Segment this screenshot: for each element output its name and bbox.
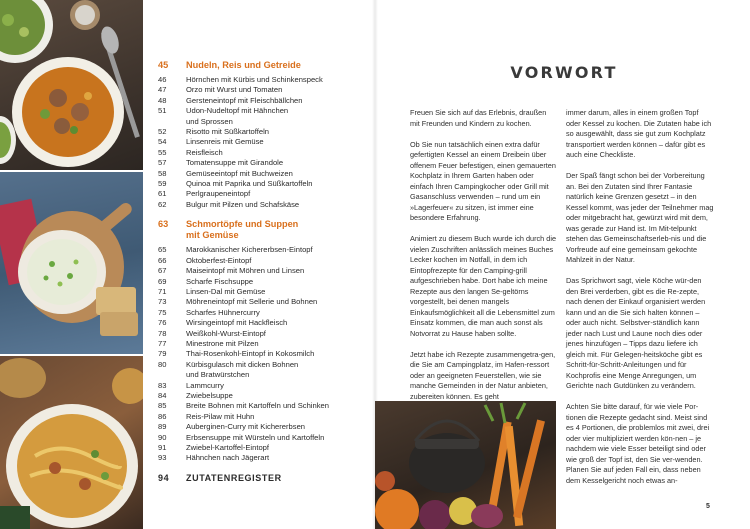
toc-entry-title: Kürbisgulasch mit dicken Bohnen bbox=[186, 359, 299, 369]
toc-entry bbox=[158, 360, 368, 370]
toc-entry-title: und Sprossen bbox=[186, 116, 233, 126]
toc-entry bbox=[158, 453, 368, 463]
toc-entry bbox=[158, 127, 368, 137]
toc-entry-number: 85 bbox=[158, 401, 167, 411]
page-title: VORWORT bbox=[510, 63, 618, 82]
page-number: 5 bbox=[706, 503, 710, 510]
toc-entry-number: 91 bbox=[158, 443, 167, 452]
toc-entry bbox=[158, 266, 368, 276]
body-paragraph: Der Spaß fängt schon bei der Vorbereitung an. Bei den Zutaten sind Ihrer Fantasie natürlich keine Grenzen gesetzt – in den Kessel kommt, was jeder der Teilnehmer mag oder mitgebracht hat, gewürzt wird mit dem, was gerade zur Hand ist. Im Mit-telpunkt stehen das Gemeinschaftserleb-nis und die Vorfreude auf eine gemeinsam gekochte Mahlzeit in der Natur. bbox=[566, 171, 714, 264]
toc-section-number: 63 bbox=[158, 219, 169, 230]
toc-entry-number: 83 bbox=[158, 380, 167, 390]
toc-entry-title: Reis-Pilaw mit Huhn bbox=[186, 411, 255, 421]
toc-entry bbox=[158, 158, 368, 168]
toc-entry-title: ZUTATENREGISTER bbox=[186, 472, 282, 483]
toc-entry-number: 80 bbox=[158, 359, 167, 369]
toc-entry-title: Erbsensuppe mit Würsteln und Kartoffeln bbox=[186, 432, 325, 442]
toc-entry bbox=[158, 329, 368, 339]
toc-entry bbox=[158, 412, 368, 422]
toc-entry-title: Udon-Nudeltopf mit Hähnchen bbox=[186, 106, 289, 116]
toc-entry-number: 46 bbox=[158, 75, 167, 84]
body-paragraph: Freuen Sie sich auf das Erlebnis, draußen mit Freunden und Kindern zu kochen. bbox=[410, 108, 547, 128]
photo-sauerkraut-stew bbox=[0, 356, 143, 529]
toc-entry-number: 84 bbox=[158, 390, 167, 400]
toc-entry-number bbox=[158, 117, 186, 127]
body-paragraph: Achten Sie bitte darauf, für wie viele Por-tionen die Rezepte gedacht sind. Meist sind es 4 Portionen, die problemlos mit zwei, drei oder vier multipliziert werden kön-nen – je nachdem wie viele Esser beteiligt sind oder wie groß der Topf ist, den Sie ver-wenden. Planen Sie auf jeden Fall ein, dass neben dem Kesselgericht noch etwas an- bbox=[566, 402, 710, 485]
toc-entry bbox=[158, 96, 368, 106]
toc-entry bbox=[158, 287, 368, 297]
toc-entry-title: Gemüseeintopf mit Buchweizen bbox=[186, 168, 293, 178]
toc-entry-number: 58 bbox=[158, 168, 167, 178]
toc-entry bbox=[158, 256, 368, 266]
toc-entry-title: Weißkohl-Wurst-Eintopf bbox=[186, 328, 266, 338]
toc-entry-title: Zwiebelsuppe bbox=[186, 390, 233, 400]
toc-entry-number: 86 bbox=[158, 411, 167, 421]
toc-entry-title: Perlgraupeneintopf bbox=[186, 189, 251, 199]
toc-entry-number: 94 bbox=[158, 472, 170, 483]
toc-section-heading bbox=[158, 60, 368, 71]
toc-entry-title: Reisfleisch bbox=[186, 147, 223, 157]
text-column-left bbox=[410, 108, 558, 413]
toc-entry bbox=[158, 443, 368, 453]
toc-entry-number: 61 bbox=[158, 189, 167, 199]
photo-green-soup-bowls bbox=[0, 0, 143, 170]
toc-entry-number: 73 bbox=[158, 297, 167, 307]
toc-section-schmortoepfe bbox=[158, 219, 368, 464]
text-column-right bbox=[566, 108, 714, 497]
toc-entry-title: Auberginen-Curry mit Kichererbsen bbox=[186, 422, 306, 432]
toc-entry bbox=[158, 318, 368, 328]
toc-entry-title: Breite Bohnen mit Kartoffeln und Schinken bbox=[186, 401, 329, 411]
toc-entry-number: 76 bbox=[158, 318, 167, 328]
toc-section-heading bbox=[158, 219, 368, 241]
toc-entry-title: Scharfe Fischsuppe bbox=[186, 276, 254, 286]
toc-entry-number: 78 bbox=[158, 328, 167, 338]
photo-vegetables-kettle bbox=[375, 401, 556, 529]
toc-entry bbox=[158, 117, 368, 127]
photo-strip bbox=[0, 0, 143, 529]
toc-entry-title: Hörnchen mit Kürbis und Schinkenspeck bbox=[186, 75, 323, 84]
toc-entry bbox=[158, 339, 368, 349]
toc-entry-number bbox=[158, 370, 186, 380]
toc-entry bbox=[158, 179, 368, 189]
toc-entry-number: 77 bbox=[158, 338, 167, 348]
toc-entry-title: Risotto mit Süßkartoffeln bbox=[186, 127, 270, 137]
body-paragraph: Animiert zu diesem Buch wurde ich durch die vielen Zuschriften anlässlich meines Buches Lecker kochen im Notfall, in dem ich Eintopfrezepte für den Camping-grill aufgeschrieben habe. Dort habe ich meine Rezepte aus den langen Se-geltörns vorgestellt, bei denen mangels Einkaufsmöglichkeit all die Lebensmittel zum Einsatz kommen, die man auch sonst als Notvorrat zu Hause haben sollte. bbox=[410, 234, 557, 338]
toc-entry bbox=[158, 189, 368, 199]
body-paragraph: Das Sprichwort sagt, viele Köche wür-den den Brei verderben, gibt es die Re-zepte, nach denen der Einkauf organisiert werden kann und an die Sie sich halten können – oder auch nicht. Selbstver-ständlich kann jeder nach Lust und Laune noch dies oder jenes hinzufügen – Tipps dazu liefere ich gleich mit. Für Gelegen-heitsköche gibt es Schritt-für-Schritt-Anleitungen und für Kochprofis eine Menge Anregungen, um Gerichte nach Gutdünken zu verändern. bbox=[566, 276, 706, 390]
toc-entry bbox=[158, 433, 368, 443]
toc-entry-number: 54 bbox=[158, 137, 167, 147]
toc-entry-number: 48 bbox=[158, 95, 167, 105]
toc-entry-title: Wirsingeintopf mit Hackfleisch bbox=[186, 318, 288, 328]
toc-entry-number: 75 bbox=[158, 307, 167, 317]
toc-entry bbox=[158, 85, 368, 95]
toc-entry-number: 90 bbox=[158, 432, 167, 442]
toc-entry bbox=[158, 169, 368, 179]
toc-entry-title: Möhreneintopf mit Sellerie und Bohnen bbox=[186, 297, 318, 307]
toc-entry-title: Thai-Rosenkohl-Eintopf in Kokosmilch bbox=[186, 349, 315, 359]
toc-section-nudeln bbox=[158, 60, 368, 210]
toc-entry bbox=[158, 308, 368, 318]
toc-entry-title: Hähnchen nach Jägerart bbox=[186, 453, 270, 463]
toc-entry-title: Bulgur mit Pilzen und Schafskäse bbox=[186, 199, 300, 209]
toc-entry bbox=[158, 148, 368, 158]
toc-entry-title: Linsen-Dal mit Gemüse bbox=[186, 286, 266, 296]
toc-entry-number: 57 bbox=[158, 158, 167, 168]
toc-entry-title: und Bratwürstchen bbox=[186, 370, 250, 380]
toc-list bbox=[158, 245, 368, 464]
toc-entry-title: Zwiebel-Kartoffel-Eintopf bbox=[186, 443, 270, 452]
toc-entry-number: 51 bbox=[158, 106, 167, 116]
toc-entry bbox=[158, 75, 368, 85]
toc-section-title-line: Schmortöpfe und Suppen bbox=[186, 219, 299, 230]
toc-entry-number: 67 bbox=[158, 266, 167, 276]
toc-section-title bbox=[186, 219, 298, 241]
toc-entry bbox=[158, 349, 368, 359]
toc-entry bbox=[158, 401, 368, 411]
toc-entry bbox=[158, 370, 368, 380]
toc-entry-number: 71 bbox=[158, 286, 167, 296]
toc-entry-title: Minestrone mit Pilzen bbox=[186, 338, 259, 348]
toc-entry bbox=[158, 381, 368, 391]
toc-entry-number: 65 bbox=[158, 245, 167, 255]
body-paragraph: immer darum, alles in einem großen Topf oder Kessel zu kochen. Die Zutaten habe ich so ausgewählt, dass sie gut zum Kochplatz transportiert werden können – dafür gibt es auch eine Checkliste. bbox=[566, 108, 712, 159]
toc-entry bbox=[158, 391, 368, 401]
toc-entry-number: 69 bbox=[158, 276, 167, 286]
toc-entry-title: Quinoa mit Paprika und Süßkartoffeln bbox=[186, 179, 313, 189]
toc-entry-title: Orzo mit Wurst und Tomaten bbox=[186, 85, 283, 95]
toc-list bbox=[158, 75, 368, 210]
toc-entry-title: Marokkanischer Kichererbsen-Eintopf bbox=[186, 245, 313, 255]
toc-entry bbox=[158, 200, 368, 210]
toc-section-title-line: mit Gemüse bbox=[186, 230, 239, 241]
toc-entry-number: 47 bbox=[158, 85, 167, 95]
toc-entry bbox=[158, 245, 368, 255]
toc-entry bbox=[158, 277, 368, 287]
toc-entry bbox=[158, 297, 368, 307]
toc-entry bbox=[158, 106, 368, 116]
toc-entry bbox=[158, 422, 368, 432]
toc-section-title: Nudeln, Reis und Getreide bbox=[186, 60, 301, 70]
body-paragraph: Jetzt habe ich Rezepte zusammengetra-gen, die Sie am Campingplatz, im Hafen-ressort oder an geeigneten Feuerstellen, wie sie manche Gemeinden in der Natur anbieten, zubereiten können. Es geht bbox=[410, 349, 556, 401]
toc-entry-number: 52 bbox=[158, 127, 167, 137]
toc-entry-number: 59 bbox=[158, 179, 167, 189]
toc-final-entry bbox=[158, 473, 368, 483]
toc-entry-number: 79 bbox=[158, 349, 167, 359]
toc-entry-title: Maiseintopf mit Möhren und Linsen bbox=[186, 266, 305, 276]
toc-entry-number: 93 bbox=[158, 453, 167, 463]
toc-section-number: 45 bbox=[158, 60, 169, 70]
photo-cream-soup bbox=[0, 172, 143, 354]
toc-entry-title: Oktoberfest-Eintopf bbox=[186, 255, 252, 265]
toc-entry-title: Tomatensuppe mit Girandole bbox=[186, 158, 284, 168]
toc-entry-title: Gersteneintopf mit Fleischbällchen bbox=[186, 95, 303, 105]
body-paragraph: Ob Sie nun tatsächlich einen extra dafür gefertigten Kessel an einem Dreibein über offenem Feuer befestigen, einen gemauerten Kochplatz in Ihrem Garten haben oder einfach Ihren Campingkocher oder Grill mit Gasanschluss verwenden – rund um ein »Lagerfeuer« zu sitzen, ist immer eine besondere Erfahrung. bbox=[410, 139, 556, 222]
toc-entry-title: Lammcurry bbox=[186, 380, 224, 390]
toc-entry-title: Linsenreis mit Gemüse bbox=[186, 137, 264, 147]
toc-entry-number: 89 bbox=[158, 422, 167, 432]
toc-entry-number: 62 bbox=[158, 199, 167, 209]
toc-entry-number: 66 bbox=[158, 255, 167, 265]
toc-entry-title: Scharfes Hühnercurry bbox=[186, 307, 260, 317]
toc-entry bbox=[158, 137, 368, 147]
table-of-contents bbox=[158, 60, 368, 483]
toc-entry-number: 55 bbox=[158, 147, 167, 157]
